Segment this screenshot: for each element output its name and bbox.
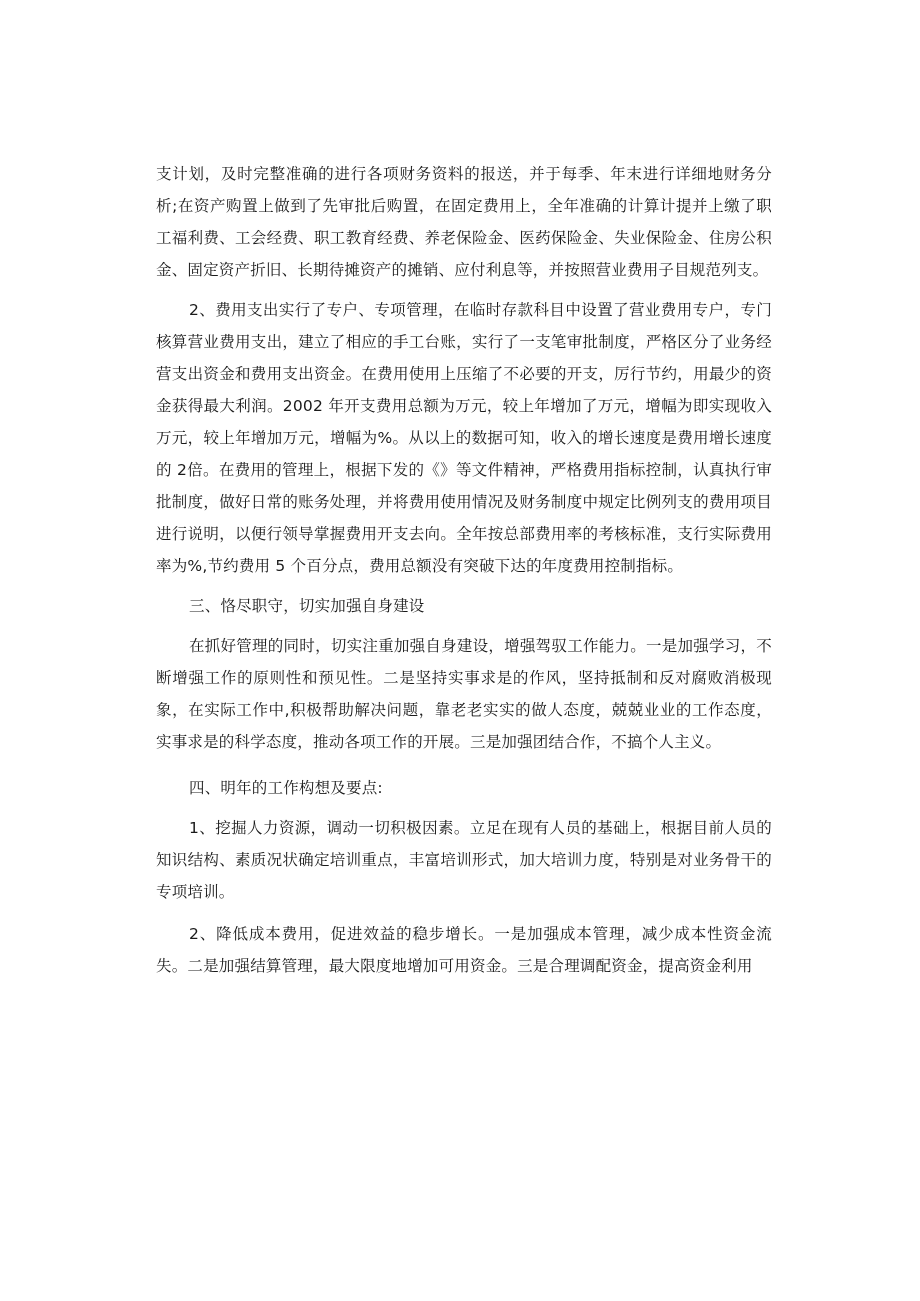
paragraph-expense-management: 2、费用支出实行了专户、专项管理，在临时存款科目中设置了营业费用专户，专门核算营业费用支出，建立了相应的手工台账，实行了一支笔审批制度，严格区分了业务经营支出资金和费用支出资金。在费用使用上压缩了不必要的开支，厉行节约，用最少的资金获得最大利润。2002 年开支费用总额为万元，较上年增加了万元，增幅为即实现收入万元，较上年增加万元，增幅为%。从以上的数据可知，收入的增长速度是费用增长速度的 2倍。在费用的管理上，根据下发的《》等文件精神，严格费用指标控制，认真执行审批制度，做好日常的账务处理，并将费用使用情况及财务制度中规定比例列支的费用项目进行说明，以便行领导掌握费用开支去向。全年按总部费用率的考核标准，支行实际费用率为%,节约费用 5 个百分点，费用总额没有突破下达的年度费用控制指标。 xyxy=(156,301,772,575)
paragraph-cost-reduction: 2、降低成本费用，促进效益的稳步增长。一是加强成本管理，减少成本性资金流失。二是加强结算管理，最大限度地增加可用资金。三是合理调配资金，提高资金利用 xyxy=(156,925,772,975)
section-heading-self-building: 三、恪尽职守，切实加强自身建设 xyxy=(189,597,425,615)
paragraph-human-resources: 1、挖掘人力资源，调动一切积极因素。立足在现有人员的基础上，根据目前人员的知识结构、素质况状确定培训重点，丰富培训形式，加大培训力度，特别是对业务骨干的专项培训。 xyxy=(156,819,772,901)
paragraph-expense-plan: 支计划，及时完整准确的进行各项财务资料的报送，并于每季、年末进行详细地财务分析;在资产购置上做到了先审批后购置，在固定费用上，全年准确的计算计提并上缴了职工福利费、工会经费、职工教育经费、养老保险金、医药保险金、失业保险金、住房公积金、固定资产折旧、长期待摊资产的摊销、应付利息等，并按照营业费用子目规范列支。 xyxy=(156,165,772,279)
section-heading-next-year-plan: 四、明年的工作构想及要点: xyxy=(189,779,383,797)
paragraph-self-building: 在抓好管理的同时，切实注重加强自身建设，增强驾驭工作能力。一是加强学习，不断增强工作的原则性和预见性。二是坚持实事求是的作风，坚持抵制和反对腐败消极现象，在实际工作中,积极帮助解决问题，靠老老实实的做人态度，兢兢业业的工作态度，实事求是的科学态度，推动各项工作的开展。三是加强团结合作，不搞个人主义。 xyxy=(156,637,772,751)
document-body xyxy=(156,158,772,982)
